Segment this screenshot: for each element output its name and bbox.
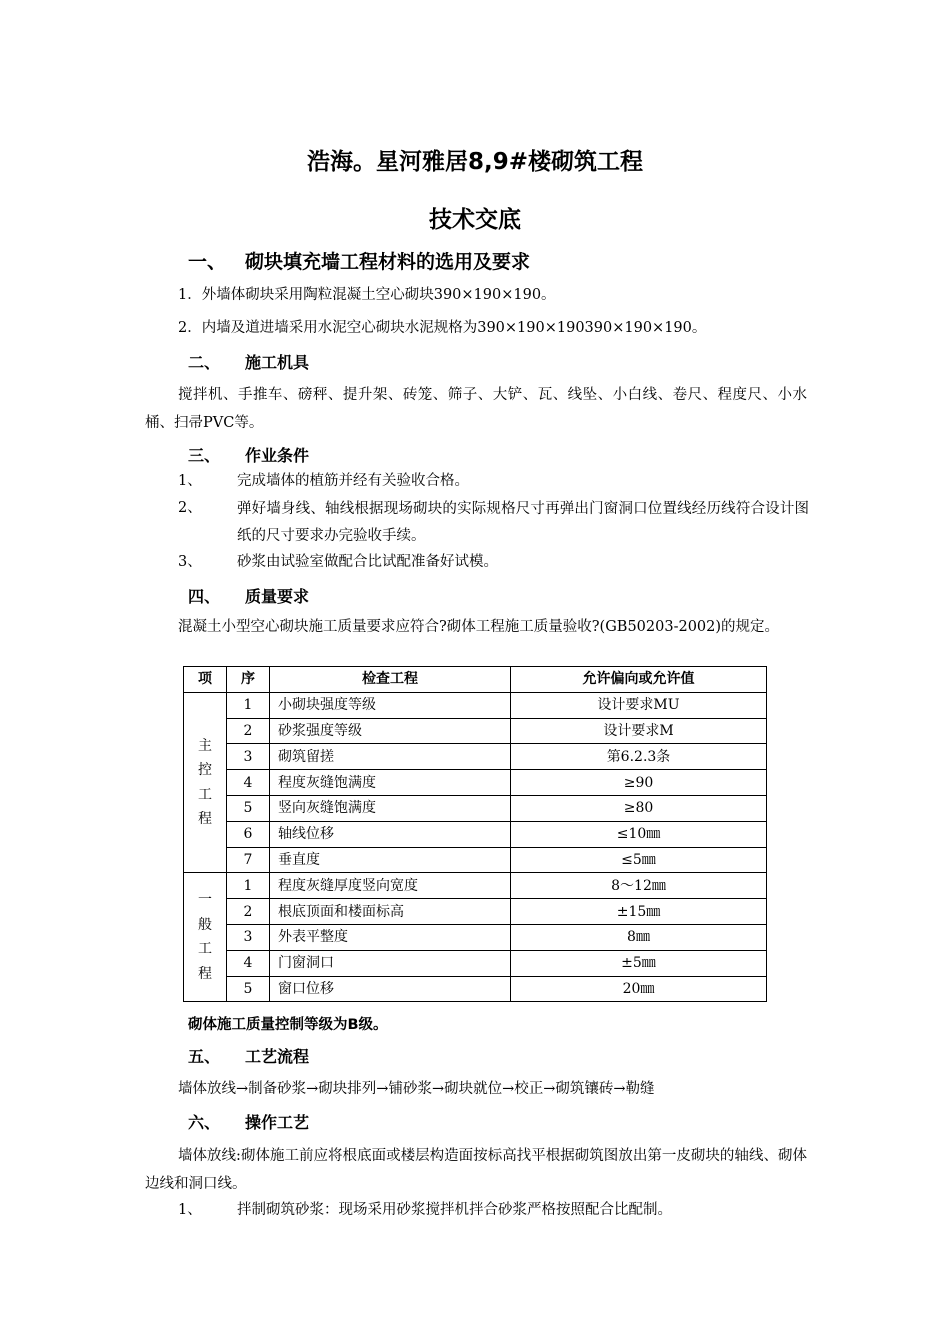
row-seq: 1 [227, 692, 270, 718]
row-seq: 4 [227, 770, 270, 796]
section-4-number: 四、 [188, 587, 221, 606]
row-check: 程度灰缝饱满度 [270, 770, 511, 796]
row-allowance: 设计要求M [511, 718, 767, 744]
section-5-title: 工艺流程 [245, 1047, 310, 1066]
section-4-title: 质量要求 [245, 587, 310, 606]
row-seq: 3 [227, 924, 270, 950]
section-4-text: 混凝土小型空心砌块施工质量要求应符合?砌体工程施工质量验收?(GB50203-2002)的规定。 [178, 619, 780, 635]
page-title: 浩海。星河雅居8,9#楼砌筑工程 [306, 149, 643, 175]
section-1-number: 一、 [188, 251, 227, 273]
table-row [184, 950, 767, 976]
table-row [184, 821, 767, 847]
row-check: 砂浆强度等级 [270, 718, 511, 744]
section-3-item-3-number: 3、 [178, 554, 202, 570]
row-check: 小砌块强度等级 [270, 692, 511, 718]
row-allowance: ≤10㎜ [511, 821, 767, 847]
row-check: 轴线位移 [270, 821, 511, 847]
row-allowance: ≤5㎜ [511, 847, 767, 873]
row-check: 竖向灰缝饱满度 [270, 795, 511, 821]
row-allowance: 设计要求MU [511, 692, 767, 718]
header-allowance: 允许偏向或允许值 [511, 667, 767, 693]
row-seq: 1 [227, 873, 270, 899]
row-check: 门窗洞口 [270, 950, 511, 976]
section-3-item-1: 完成墙体的植筋并经有关验收合格。 [237, 473, 469, 489]
group-main-control: 主控工程 [184, 692, 227, 873]
row-allowance: ≥90 [511, 770, 767, 796]
section-3-item-1-number: 1、 [178, 473, 202, 489]
row-seq: 5 [227, 795, 270, 821]
section-2-number: 二、 [188, 353, 221, 372]
section-3-item-2-number: 2、 [178, 500, 202, 516]
section-6-number: 六、 [188, 1113, 221, 1132]
header-item: 项 [184, 667, 227, 693]
page-subtitle: 技术交底 [429, 207, 521, 233]
row-check: 根底顶面和楼面标高 [270, 899, 511, 925]
table-header-row [184, 667, 767, 693]
section-3-number: 三、 [188, 446, 221, 465]
row-seq: 4 [227, 950, 270, 976]
row-allowance: ±15㎜ [511, 899, 767, 925]
table-row [184, 744, 767, 770]
table-row [184, 795, 767, 821]
header-check: 检查工程 [270, 667, 511, 693]
row-seq: 3 [227, 744, 270, 770]
row-allowance: 8㎜ [511, 924, 767, 950]
section-2-title: 施工机具 [245, 353, 310, 372]
row-check: 垂直度 [270, 847, 511, 873]
section-6-title: 操作工艺 [245, 1113, 310, 1132]
table-row [184, 899, 767, 925]
section-1-item-2: 2．内墙及道进墙采用水泥空心砌块水泥规格为390×190×190390×190×190。 [178, 320, 707, 336]
section-6-item-1: 拌制砌筑砂浆：现场采用砂浆搅拌机拌合砂浆严格按照配合比配制。 [237, 1202, 672, 1218]
section-3-title: 作业条件 [245, 446, 310, 465]
section-1-item-1: 1．外墙体砌块采用陶粒混凝土空心砌块390×190×190。 [178, 287, 556, 303]
section-6-item-1-number: 1、 [178, 1202, 202, 1218]
row-check: 程度灰缝厚度竖向宽度 [270, 873, 511, 899]
row-allowance: 8～12㎜ [511, 873, 767, 899]
table-row [184, 924, 767, 950]
row-check: 外表平整度 [270, 924, 511, 950]
table-row [184, 692, 767, 718]
row-seq: 5 [227, 976, 270, 1002]
section-2-text: 搅拌机、手推车、磅秤、提升架、砖笼、筛子、大铲、瓦、线坠、小白线、卷尺、程度尺、小水桶、扫帚PVC等。 [145, 387, 807, 431]
section-3-item-2: 弹好墙身线、轴线根据现场砌块的实际规格尺寸再弹出门窗洞口位置线经历线符合设计图纸的尺寸要求办完验收手续。 [237, 501, 809, 544]
row-allowance: 第6.2.3条 [511, 744, 767, 770]
row-seq: 7 [227, 847, 270, 873]
quality-table [183, 666, 767, 1002]
group-general: 一般工程 [184, 873, 227, 1002]
row-check: 窗口位移 [270, 976, 511, 1002]
header-seq: 序 [227, 667, 270, 693]
section-1-title: 砌块填充墙工程材料的选用及要求 [245, 251, 531, 273]
table-row [184, 976, 767, 1002]
row-allowance: 20㎜ [511, 976, 767, 1002]
table-row [184, 770, 767, 796]
row-allowance: ±5㎜ [511, 950, 767, 976]
table-row [184, 718, 767, 744]
section-6-text: 墙体放线:砌体施工前应将根底面或楼层构造面按标高找平根据砌筑图放出第一皮砌块的轴线、砌体边线和洞口线。 [145, 1148, 807, 1192]
row-check: 砌筑留搓 [270, 744, 511, 770]
row-allowance: ≥80 [511, 795, 767, 821]
row-seq: 2 [227, 718, 270, 744]
quality-level-note: 砌体施工质量控制等级为B级。 [188, 1017, 388, 1033]
section-3-item-3: 砂浆由试验室做配合比试配准备好试模。 [237, 554, 498, 570]
row-seq: 6 [227, 821, 270, 847]
section-5-text: 墙体放线→制备砂浆→砌块排列→铺砂浆→砌块就位→校正→砌筑镶砖→勒缝 [178, 1081, 655, 1097]
row-seq: 2 [227, 899, 270, 925]
table-row [184, 873, 767, 899]
table-row [184, 847, 767, 873]
section-5-number: 五、 [188, 1047, 221, 1066]
